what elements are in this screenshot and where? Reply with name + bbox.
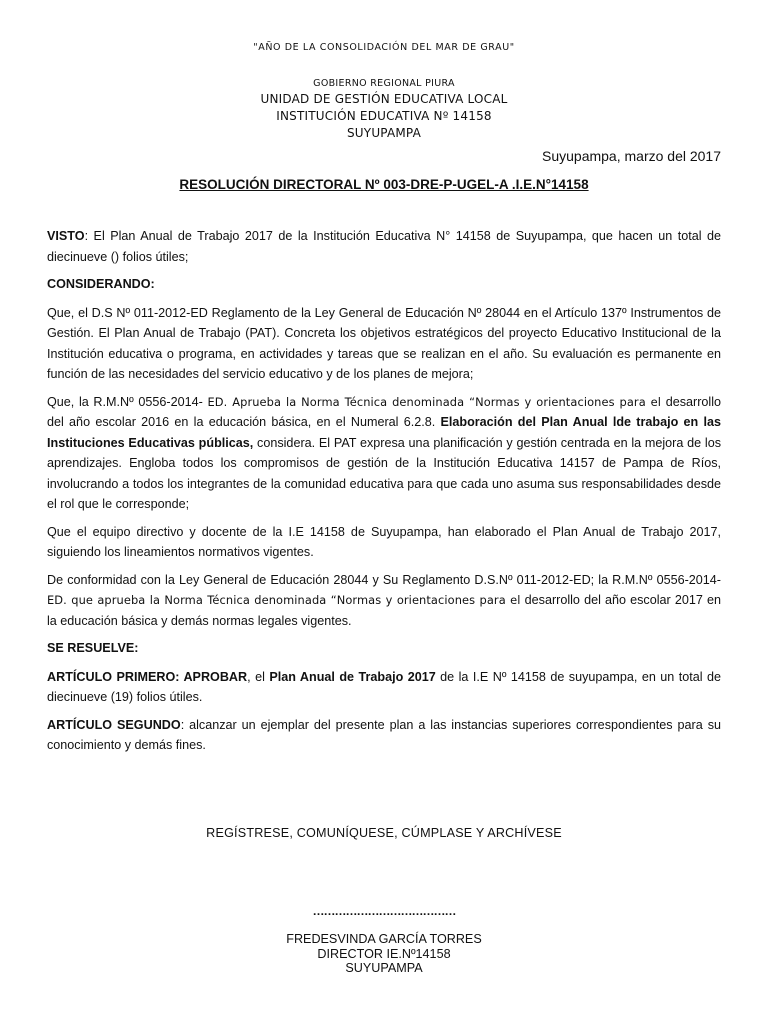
considerando-heading: CONSIDERANDO:	[47, 277, 155, 291]
visto-text: : El Plan Anual de Trabajo 2017 de la Institución Educativa N° 14158 de Suyupampa, que hacen un total de diecinueve () folios útiles;	[47, 229, 721, 264]
p2-part-c: desarrollo del año escolar 2016 en la educación básica, en el Numeral 6.2.8.	[47, 394, 721, 429]
se-resuelve-heading: SE RESUELVE:	[47, 641, 139, 655]
resolution-title: RESOLUCIÓN DIRECTORAL Nº 003-DRE-P-UGEL-A .I.E.N°14158	[179, 177, 589, 192]
p2-part-e: considera. El PAT expresa una planificación y gestión centrada en la mejora de los aprendizajes. Engloba todos los compromisos de gestión de la Institución Educativa 14157 de Pampa de Ríos, involucrando a todos los integrantes de la comunidad educativa para que cada uno asuma sus responsabilidades desde el rol que le corresponde;	[47, 435, 721, 511]
p2-bold-plan: Elaboración del Plan Anual lde trabajo en las Instituciones Educativas públicas,	[47, 415, 721, 450]
considerando-paragraph-3: Que el equipo directivo y docente de la I.E 14158 de Suyupampa, han elaborado el Plan Anual de Trabajo 2017, siguiendo los lineamientos normativos vigentes.	[47, 524, 721, 559]
letterhead-government: GOBIERNO REGIONAL PIURA	[313, 78, 455, 89]
conformidad-paragraph	[47, 570, 721, 632]
signatory-name: FREDESVINDA GARCÍA TORRES	[286, 932, 482, 946]
year-motto: "AÑO DE LA CONSOLIDACIÓN DEL MAR DE GRAU"	[253, 42, 515, 53]
p2-part-a: Que, la R.M.Nº 0556-2014-	[47, 394, 208, 409]
articulo-segundo-label: ARTÍCULO SEGUNDO	[47, 717, 181, 732]
articulo-primero-t1: , el	[247, 669, 270, 684]
p2-norma-tecnica: ED. Aprueba la Norma Técnica denominada “Normas y orientaciones para el	[207, 394, 662, 409]
articulo-segundo-text: : alcanzar un ejemplar del presente plan a las instancias superiores correspondientes para su conocimiento y demás fines.	[47, 717, 722, 752]
articulo-primero-t2: de la I.E Nº 14158 de suyupampa, en un total de diecinueve (19) folios útiles.	[47, 669, 721, 704]
signature-line: …………………………………	[312, 904, 456, 918]
signatory-place: SUYUPAMPA	[345, 961, 423, 975]
p4-norma-tecnica: ED. que aprueba la Norma Técnica denominada “Normas y orientaciones para el	[47, 593, 521, 607]
resolution-body	[47, 226, 721, 763]
document-date: Suyupampa, marzo del 2017	[542, 148, 721, 164]
considerando-paragraph-2	[47, 392, 721, 515]
p4-part-c: desarrollo del año escolar 2017 en la educación básica y demás normas legales vigentes.	[47, 593, 721, 628]
articulo-primero	[47, 667, 721, 708]
visto-paragraph	[47, 226, 721, 267]
letterhead-ugel: UNIDAD DE GESTIÓN EDUCATIVA LOCAL	[260, 92, 508, 106]
considerando-paragraph-1: Que, el D.S Nº 011-2012-ED Reglamento de la Ley General de Educación Nº 28044 en el Artículo 137º Instrumentos de Gestión. El Plan Anual de Trabajo (PAT). Concreta los objetivos estratégicos del proyecto Educativo Institucional de la Institución educativa o programa, en actividades y tareas que se realizan en el año. Su evaluación es permanente en función de las necesidades del servicio educativo y de los planes de mejora;	[47, 305, 721, 381]
p4-part-a: De conformidad con la Ley General de Educación 28044 y Su Reglamento D.S.Nº 011-2012-ED; la R.M.Nº 0556-2014-	[47, 572, 721, 587]
letterhead	[0, 77, 768, 142]
closing-formula: REGÍSTRESE, COMUNÍQUESE, CÚMPLASE Y ARCHÍVESE	[206, 826, 562, 840]
signatory-role: DIRECTOR IE.Nº14158	[317, 946, 451, 961]
letterhead-institution: INSTITUCIÓN EDUCATIVA Nº 14158	[276, 109, 492, 123]
articulo-segundo	[47, 715, 721, 756]
articulo-primero-plan: Plan Anual de Trabajo 2017	[269, 669, 436, 684]
visto-label: VISTO	[47, 229, 85, 243]
signature-block	[0, 932, 768, 976]
letterhead-place: SUYUPAMPA	[346, 126, 422, 140]
articulo-primero-label: ARTÍCULO PRIMERO: APROBAR	[47, 669, 248, 684]
